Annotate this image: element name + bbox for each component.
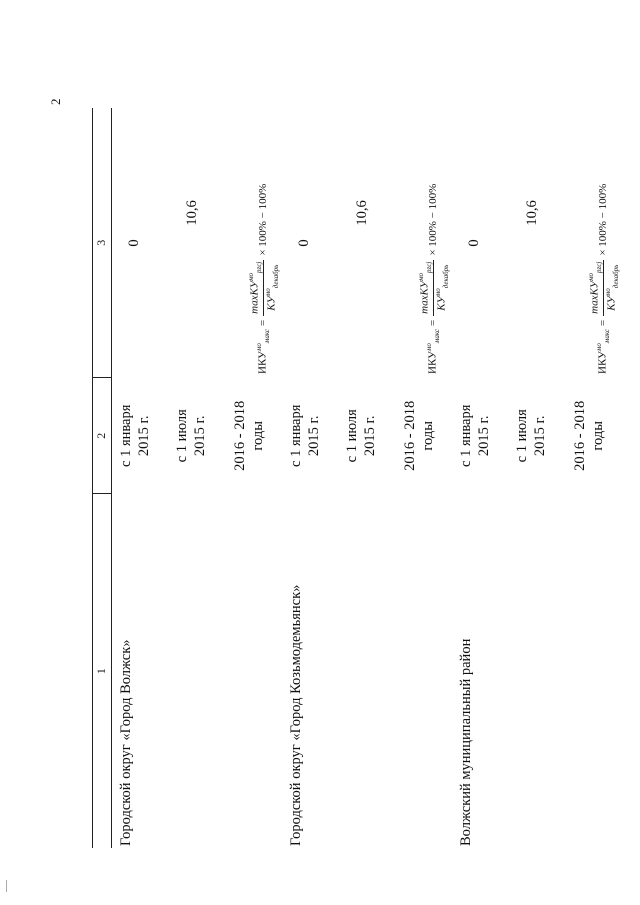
value-cell: 0 bbox=[126, 239, 143, 247]
formula-tail: × 100% − 100% bbox=[426, 183, 439, 256]
period-cell bbox=[566, 378, 612, 494]
period-line: с 1 января bbox=[458, 404, 475, 467]
value-cell: 10,6 bbox=[524, 200, 541, 226]
period-line: 2015 г. bbox=[531, 415, 548, 457]
period-line: 2015 г. bbox=[475, 415, 492, 457]
period-line: с 1 января bbox=[288, 404, 305, 467]
column-header-1: 1 bbox=[93, 494, 112, 848]
period-cell bbox=[226, 378, 272, 494]
table-row bbox=[112, 108, 283, 848]
period-cell bbox=[452, 378, 510, 494]
formula-tail: × 100% − 100% bbox=[596, 183, 609, 256]
value-cell: 10,6 bbox=[354, 200, 371, 226]
formula-equals: = bbox=[596, 319, 609, 327]
formula-fraction: maxКУ$^{мо}_{pzcj}$ $КУ^{мо}_{декабрь}$ bbox=[416, 261, 450, 314]
district-name: Волжский муниципальный район bbox=[458, 638, 475, 846]
index-formula bbox=[414, 108, 452, 378]
value-cell: 10,6 bbox=[184, 200, 201, 226]
column-number-row bbox=[93, 108, 112, 848]
formula-equals: = bbox=[256, 319, 269, 327]
table-row bbox=[282, 108, 452, 848]
period-line: годы bbox=[589, 421, 606, 451]
value-cell: 0 bbox=[466, 239, 483, 247]
period-line: с 1 июля bbox=[344, 409, 361, 463]
period-line: 2015 г. bbox=[191, 415, 208, 457]
index-formula bbox=[244, 108, 282, 378]
index-formula bbox=[584, 108, 622, 378]
period-line: с 1 июля bbox=[174, 409, 191, 463]
formula-fraction: maxКУ$^{мо}_{pzcj}$ $КУ^{мо}_{декабрь}$ bbox=[586, 261, 620, 314]
tariff-table bbox=[92, 108, 622, 848]
formula-fraction: maxКУ$^{мо}_{pzcj}$ $КУ^{мо}_{декабрь}$ bbox=[246, 261, 280, 314]
period-line: годы bbox=[249, 421, 266, 451]
page-number: 2 bbox=[48, 98, 63, 105]
margin-mark bbox=[6, 880, 11, 892]
period-line: 2015 г. bbox=[135, 415, 152, 457]
period-line: с 1 января bbox=[118, 404, 135, 467]
period-cell bbox=[340, 378, 396, 494]
period-line: 2015 г. bbox=[361, 415, 378, 457]
rotated-content bbox=[40, 80, 620, 860]
period-line: 2016 - 2018 bbox=[232, 400, 249, 471]
period-line: 2015 г. bbox=[305, 415, 322, 457]
period-line: с 1 июля bbox=[514, 409, 531, 463]
period-line: 2016 - 2018 bbox=[572, 400, 589, 471]
column-header-2: 2 bbox=[93, 378, 112, 494]
period-cell bbox=[282, 378, 340, 494]
district-name: Городской округ «Город Козьмодемьянск» bbox=[288, 584, 305, 846]
formula-lhs: $ИКУ^{мо}_{макс}$ bbox=[255, 329, 272, 374]
period-cell bbox=[170, 378, 226, 494]
district-name: Городской округ «Город Волжск» bbox=[118, 639, 135, 846]
formula-equals: = bbox=[426, 319, 439, 327]
period-cell bbox=[510, 378, 566, 494]
period-line: 2016 - 2018 bbox=[402, 400, 419, 471]
value-cell: 0 bbox=[296, 239, 313, 247]
period-line: годы bbox=[419, 421, 436, 451]
table-row bbox=[452, 108, 622, 848]
period-cell bbox=[112, 378, 170, 494]
formula-lhs: $ИКУ^{мо}_{макс}$ bbox=[425, 329, 442, 374]
formula-tail: × 100% − 100% bbox=[256, 183, 269, 256]
column-header-3: 3 bbox=[93, 108, 112, 378]
formula-lhs: $ИКУ^{мо}_{макс}$ bbox=[595, 329, 612, 374]
period-cell bbox=[396, 378, 442, 494]
